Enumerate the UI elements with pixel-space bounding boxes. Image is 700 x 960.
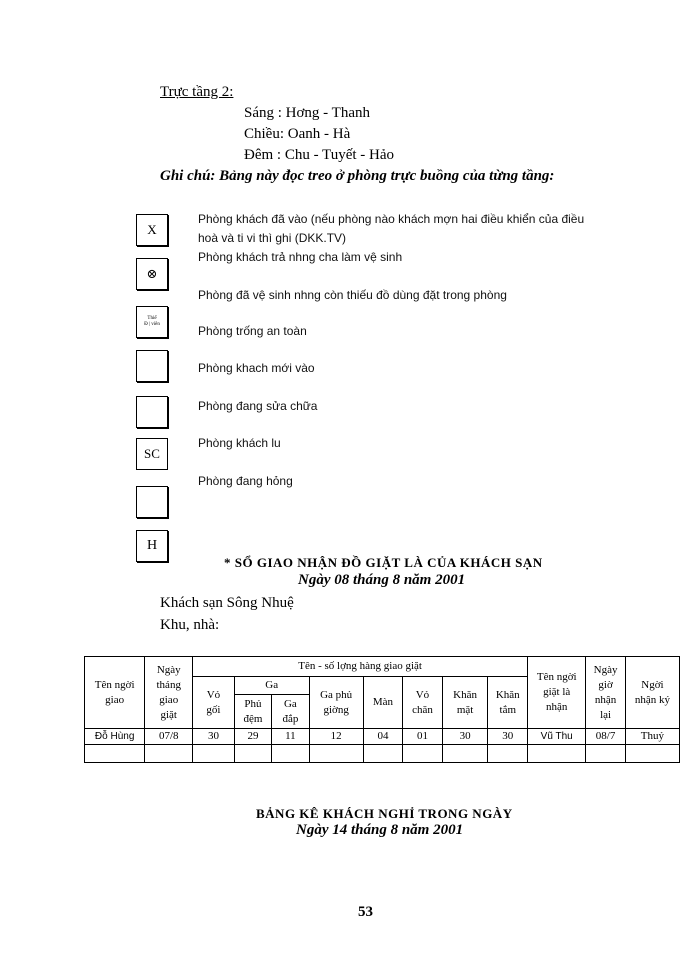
duty-title: Trực tầng 2: xyxy=(160,84,234,100)
header-sheet-blanket: Ga đắp xyxy=(272,695,309,729)
cell-empty xyxy=(625,745,679,763)
legend-box-repair: SC xyxy=(136,438,168,470)
header-giver: Tên ngời giao xyxy=(85,657,145,729)
legend-box-guest-in: X xyxy=(136,214,168,246)
header-face-towel: Khăn mặt xyxy=(442,677,488,729)
hotel-name: Khách sạn Sông Nhuệ xyxy=(160,595,294,611)
cell-empty xyxy=(488,745,528,763)
legend-desc-3: Phòng đã vệ sinh nhng còn thiếu đồ dùng đặt trong phòng xyxy=(198,288,507,302)
laundry-table xyxy=(84,656,680,763)
cell-empty xyxy=(193,745,235,763)
cell-empty xyxy=(309,745,363,763)
header-signer: Ngời nhận ký xyxy=(625,657,679,729)
legend-desc-5: Phòng khach mới vào xyxy=(198,361,315,375)
cell-empty xyxy=(234,745,271,763)
cell-empty xyxy=(528,745,586,763)
legend-box-new-guest xyxy=(136,396,168,428)
header-bed-cover: Ga phủ giờng xyxy=(309,677,363,729)
header-sheet-cover: Phủ đệm xyxy=(234,695,271,729)
cell-empty xyxy=(145,745,193,763)
duty-morning: Sáng : Hơng - Thanh xyxy=(244,105,370,121)
legend-desc-1b: hoà và ti vi thì ghi (DKK.TV) xyxy=(198,231,347,245)
cell-pillow: 30 xyxy=(193,729,235,745)
header-return-time: Ngày giờ nhận lại xyxy=(586,657,626,729)
legend-desc-2: Phòng khách trả nhng cha làm vệ sinh xyxy=(198,250,403,264)
header-pillow: Vỏ gối xyxy=(193,677,235,729)
note-text: Ghi chú: Bảng này đọc treo ở phòng trực buồng của từng tầng: xyxy=(160,168,555,184)
cell-sheet-cover: 29 xyxy=(234,729,271,745)
cell-empty xyxy=(586,745,626,763)
header-bath-towel: Khăn tắm xyxy=(488,677,528,729)
legend-box-missing-items: Thiế Đ | viên xyxy=(136,306,168,338)
cell-empty xyxy=(363,745,403,763)
cell-return-time: 08/7 xyxy=(586,729,626,745)
cell-face-towel: 30 xyxy=(442,729,488,745)
cell-date: 07/8 xyxy=(145,729,193,745)
legend-box-vacant xyxy=(136,350,168,382)
laundry-date: Ngày 08 tháng 8 năm 2001 xyxy=(298,572,466,588)
table-row xyxy=(85,729,680,745)
cell-empty xyxy=(85,745,145,763)
header-items-group: Tên - số lợng hàng giao giặt xyxy=(193,657,528,677)
area-label: Khu, nhà: xyxy=(160,617,220,633)
header-date: Ngày tháng giao giặt xyxy=(145,657,193,729)
header-receiver: Tên ngời giặt là nhận xyxy=(528,657,586,729)
cell-sheet-blanket: 11 xyxy=(272,729,309,745)
table-row xyxy=(85,745,680,763)
legend-desc-8: Phòng đang hỏng xyxy=(198,474,293,488)
legend-desc-4: Phòng trống an toàn xyxy=(198,324,307,338)
header-sheet-group: Ga xyxy=(234,677,309,695)
legend-desc-1a: Phòng khách đã vào (nếu phòng nào khách mợn hai điều khiển của điều xyxy=(198,212,585,226)
cell-empty xyxy=(403,745,443,763)
laundry-title: * SỔ GIAO NHẬN ĐỒ GIẶT LÀ CỦA KHÁCH SẠN xyxy=(224,555,543,570)
legend-box-checked-out: ⊗ xyxy=(136,258,168,290)
legend-box-staying xyxy=(136,486,168,518)
cell-blanket-cover: 01 xyxy=(403,729,443,745)
legend-desc-6: Phòng đang sửa chữa xyxy=(198,399,318,413)
cell-receiver: Vũ Thu xyxy=(528,729,586,745)
cell-bed-cover: 12 xyxy=(309,729,363,745)
cell-empty xyxy=(272,745,309,763)
duty-night: Đêm : Chu - Tuyết - Hảo xyxy=(244,147,394,163)
header-blanket-cover: Vỏ chăn xyxy=(403,677,443,729)
cell-giver: Đỗ Hùng xyxy=(85,729,145,745)
guests-title: BẢNG KÊ KHÁCH NGHỈ TRONG NGÀY xyxy=(256,806,513,821)
legend-desc-7: Phòng khách lu xyxy=(198,436,281,450)
duty-afternoon: Chiều: Oanh - Hà xyxy=(244,126,351,142)
page-number: 53 xyxy=(358,904,373,920)
legend-box-broken: H xyxy=(136,530,168,562)
guests-date: Ngày 14 tháng 8 năm 2001 xyxy=(296,822,464,838)
header-net: Màn xyxy=(363,677,403,729)
cell-bath-towel: 30 xyxy=(488,729,528,745)
cell-signer: Thuỷ xyxy=(625,729,679,745)
cell-empty xyxy=(442,745,488,763)
cell-net: 04 xyxy=(363,729,403,745)
